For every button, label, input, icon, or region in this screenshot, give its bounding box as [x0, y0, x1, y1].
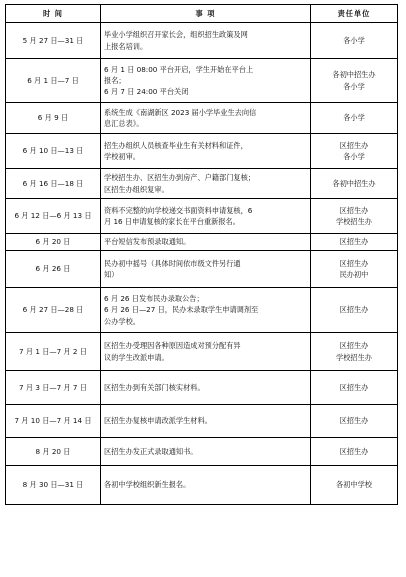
item-line: 学校初审。: [104, 152, 140, 161]
unit-line: 各小学: [343, 81, 365, 91]
table-body: [6, 23, 398, 505]
table-row: [6, 199, 398, 234]
unit-cell: [311, 134, 398, 169]
item-line: 报名；: [104, 75, 126, 85]
time-cell: 7 月 10 日—7 月 14 日: [6, 405, 101, 438]
table-row: [6, 169, 398, 199]
item-line: 上报名培训。: [104, 41, 148, 51]
item-line: 6 月 7 日 24:00 平台关闭: [104, 87, 189, 97]
unit-line: 民办初中: [339, 270, 369, 279]
item-cell: [101, 234, 311, 251]
item-line: 区招生办到有关部门核实材料。: [104, 382, 205, 392]
time-cell: 7 月 3 日—7 月 7 日: [6, 371, 101, 405]
unit-line: 区招生办: [339, 258, 369, 268]
unit-cell: [311, 333, 398, 371]
item-line: 知）: [104, 270, 119, 279]
header-time: 时 间: [6, 5, 101, 23]
item-cell: [101, 251, 311, 288]
item-cell: [101, 134, 311, 169]
item-line: 区招生办受理因各种原因造成对预分配有异: [104, 341, 241, 351]
time-cell: 6 月 16 日—18 日: [6, 169, 101, 199]
table-row: [6, 134, 398, 169]
unit-cell: [311, 251, 398, 288]
item-cell: [101, 371, 311, 405]
time-cell: 6 月 12 日—6 月 13 日: [6, 199, 101, 234]
unit-line: 区招生办: [339, 305, 369, 315]
table-row: [6, 234, 398, 251]
header-item: 事 项: [101, 5, 311, 23]
table-header-row: [6, 5, 398, 23]
table-row: [6, 466, 398, 505]
table-row: [6, 59, 398, 103]
unit-cell: [311, 23, 398, 59]
time-cell: 6 月 9 日: [6, 103, 101, 134]
time-cell: 7 月 1 日—7 月 2 日: [6, 333, 101, 371]
unit-line: 区招生办: [339, 416, 369, 426]
item-line: 资料不完整的向学校递交书面资料申请复核，6: [104, 205, 253, 215]
table-row: [6, 405, 398, 438]
time-cell: 6 月 10 日—13 日: [6, 134, 101, 169]
item-line: 6 月 26 日发布民办录取公告；: [104, 294, 204, 304]
unit-cell: [311, 466, 398, 505]
table-row: [6, 288, 398, 333]
unit-cell: [311, 169, 398, 199]
item-cell: [101, 333, 311, 371]
item-line: 息汇总表》。: [104, 119, 144, 128]
item-line: 民办初中摇号（具体时间依市级文件另行通: [104, 258, 241, 268]
table-row: [6, 23, 398, 59]
item-line: 区招生办复核申请改派学生材料。: [104, 416, 212, 426]
unit-line: 学校招生办: [336, 217, 372, 226]
item-line: 区招生办组织复审。: [104, 184, 169, 194]
unit-line: 各初中招生办: [332, 178, 376, 188]
table-row: [6, 438, 398, 466]
item-line: 6 月 26 日—27 日，民办未录取学生申请调剂至: [104, 305, 259, 315]
unit-line: 区招生办: [339, 140, 369, 150]
item-cell: [101, 405, 311, 438]
unit-line: 区招生办: [339, 446, 369, 456]
item-line: 毕业小学组织召开家长会，组织招生政策及网: [104, 30, 248, 40]
item-line: 系统生成《南湖新区 2023 届小学毕业生去向信: [104, 107, 257, 117]
item-line: 公办学校。: [104, 316, 140, 326]
unit-cell: [311, 405, 398, 438]
item-line: 平台短信发布预录取通知。: [104, 237, 191, 247]
unit-line: 区招生办: [339, 237, 369, 247]
table-row: [6, 333, 398, 371]
item-cell: [101, 23, 311, 59]
unit-cell: [311, 438, 398, 466]
item-cell: [101, 59, 311, 103]
unit-line: 各小学: [343, 35, 365, 45]
table-row: [6, 371, 398, 405]
time-cell: 6 月 1 日—7 日: [6, 59, 101, 103]
item-line: 月 16 日申请复核的家长在平台重新报名。: [104, 217, 240, 226]
time-cell: 6 月 20 日: [6, 234, 101, 251]
unit-cell: [311, 371, 398, 405]
item-cell: [101, 169, 311, 199]
item-cell: [101, 288, 311, 333]
time-cell: 8 月 30 日—31 日: [6, 466, 101, 505]
header-unit: 责任单位: [311, 5, 398, 23]
unit-line: 区招生办: [339, 341, 369, 351]
unit-line: 各小学: [343, 113, 365, 123]
unit-cell: [311, 103, 398, 134]
item-line: 各初中学校组织新生报名。: [104, 480, 191, 490]
unit-line: 各初中招生办: [332, 70, 376, 80]
table-row: [6, 251, 398, 288]
item-line: 招生办组织人员核查毕业生有关材料和证件，: [104, 140, 248, 150]
item-line: 6 月 1 日 08:00 平台开启，学生开始在平台上: [104, 64, 254, 74]
item-cell: [101, 199, 311, 234]
item-cell: [101, 438, 311, 466]
unit-cell: [311, 59, 398, 103]
item-cell: [101, 466, 311, 505]
unit-line: 区招生办: [339, 382, 369, 392]
unit-cell: [311, 234, 398, 251]
unit-line: 区招生办: [339, 205, 369, 215]
table-row: [6, 103, 398, 134]
unit-cell: [311, 199, 398, 234]
time-cell: 8 月 20 日: [6, 438, 101, 466]
unit-line: 各小学: [343, 152, 365, 161]
unit-cell: [311, 288, 398, 333]
time-cell: 6 月 27 日—28 日: [6, 288, 101, 333]
schedule-table: [5, 4, 398, 505]
item-cell: [101, 103, 311, 134]
item-line: 学校招生办、区招生办到房产、户籍部门复核；: [104, 173, 255, 183]
time-cell: 5 月 27 日—31 日: [6, 23, 101, 59]
time-cell: 6 月 26 日: [6, 251, 101, 288]
unit-line: 学校招生办: [336, 352, 372, 362]
item-line: 区招生办发正式录取通知书。: [104, 446, 198, 456]
item-line: 议的学生改派申请。: [104, 352, 169, 362]
unit-line: 各初中学校: [336, 480, 372, 490]
